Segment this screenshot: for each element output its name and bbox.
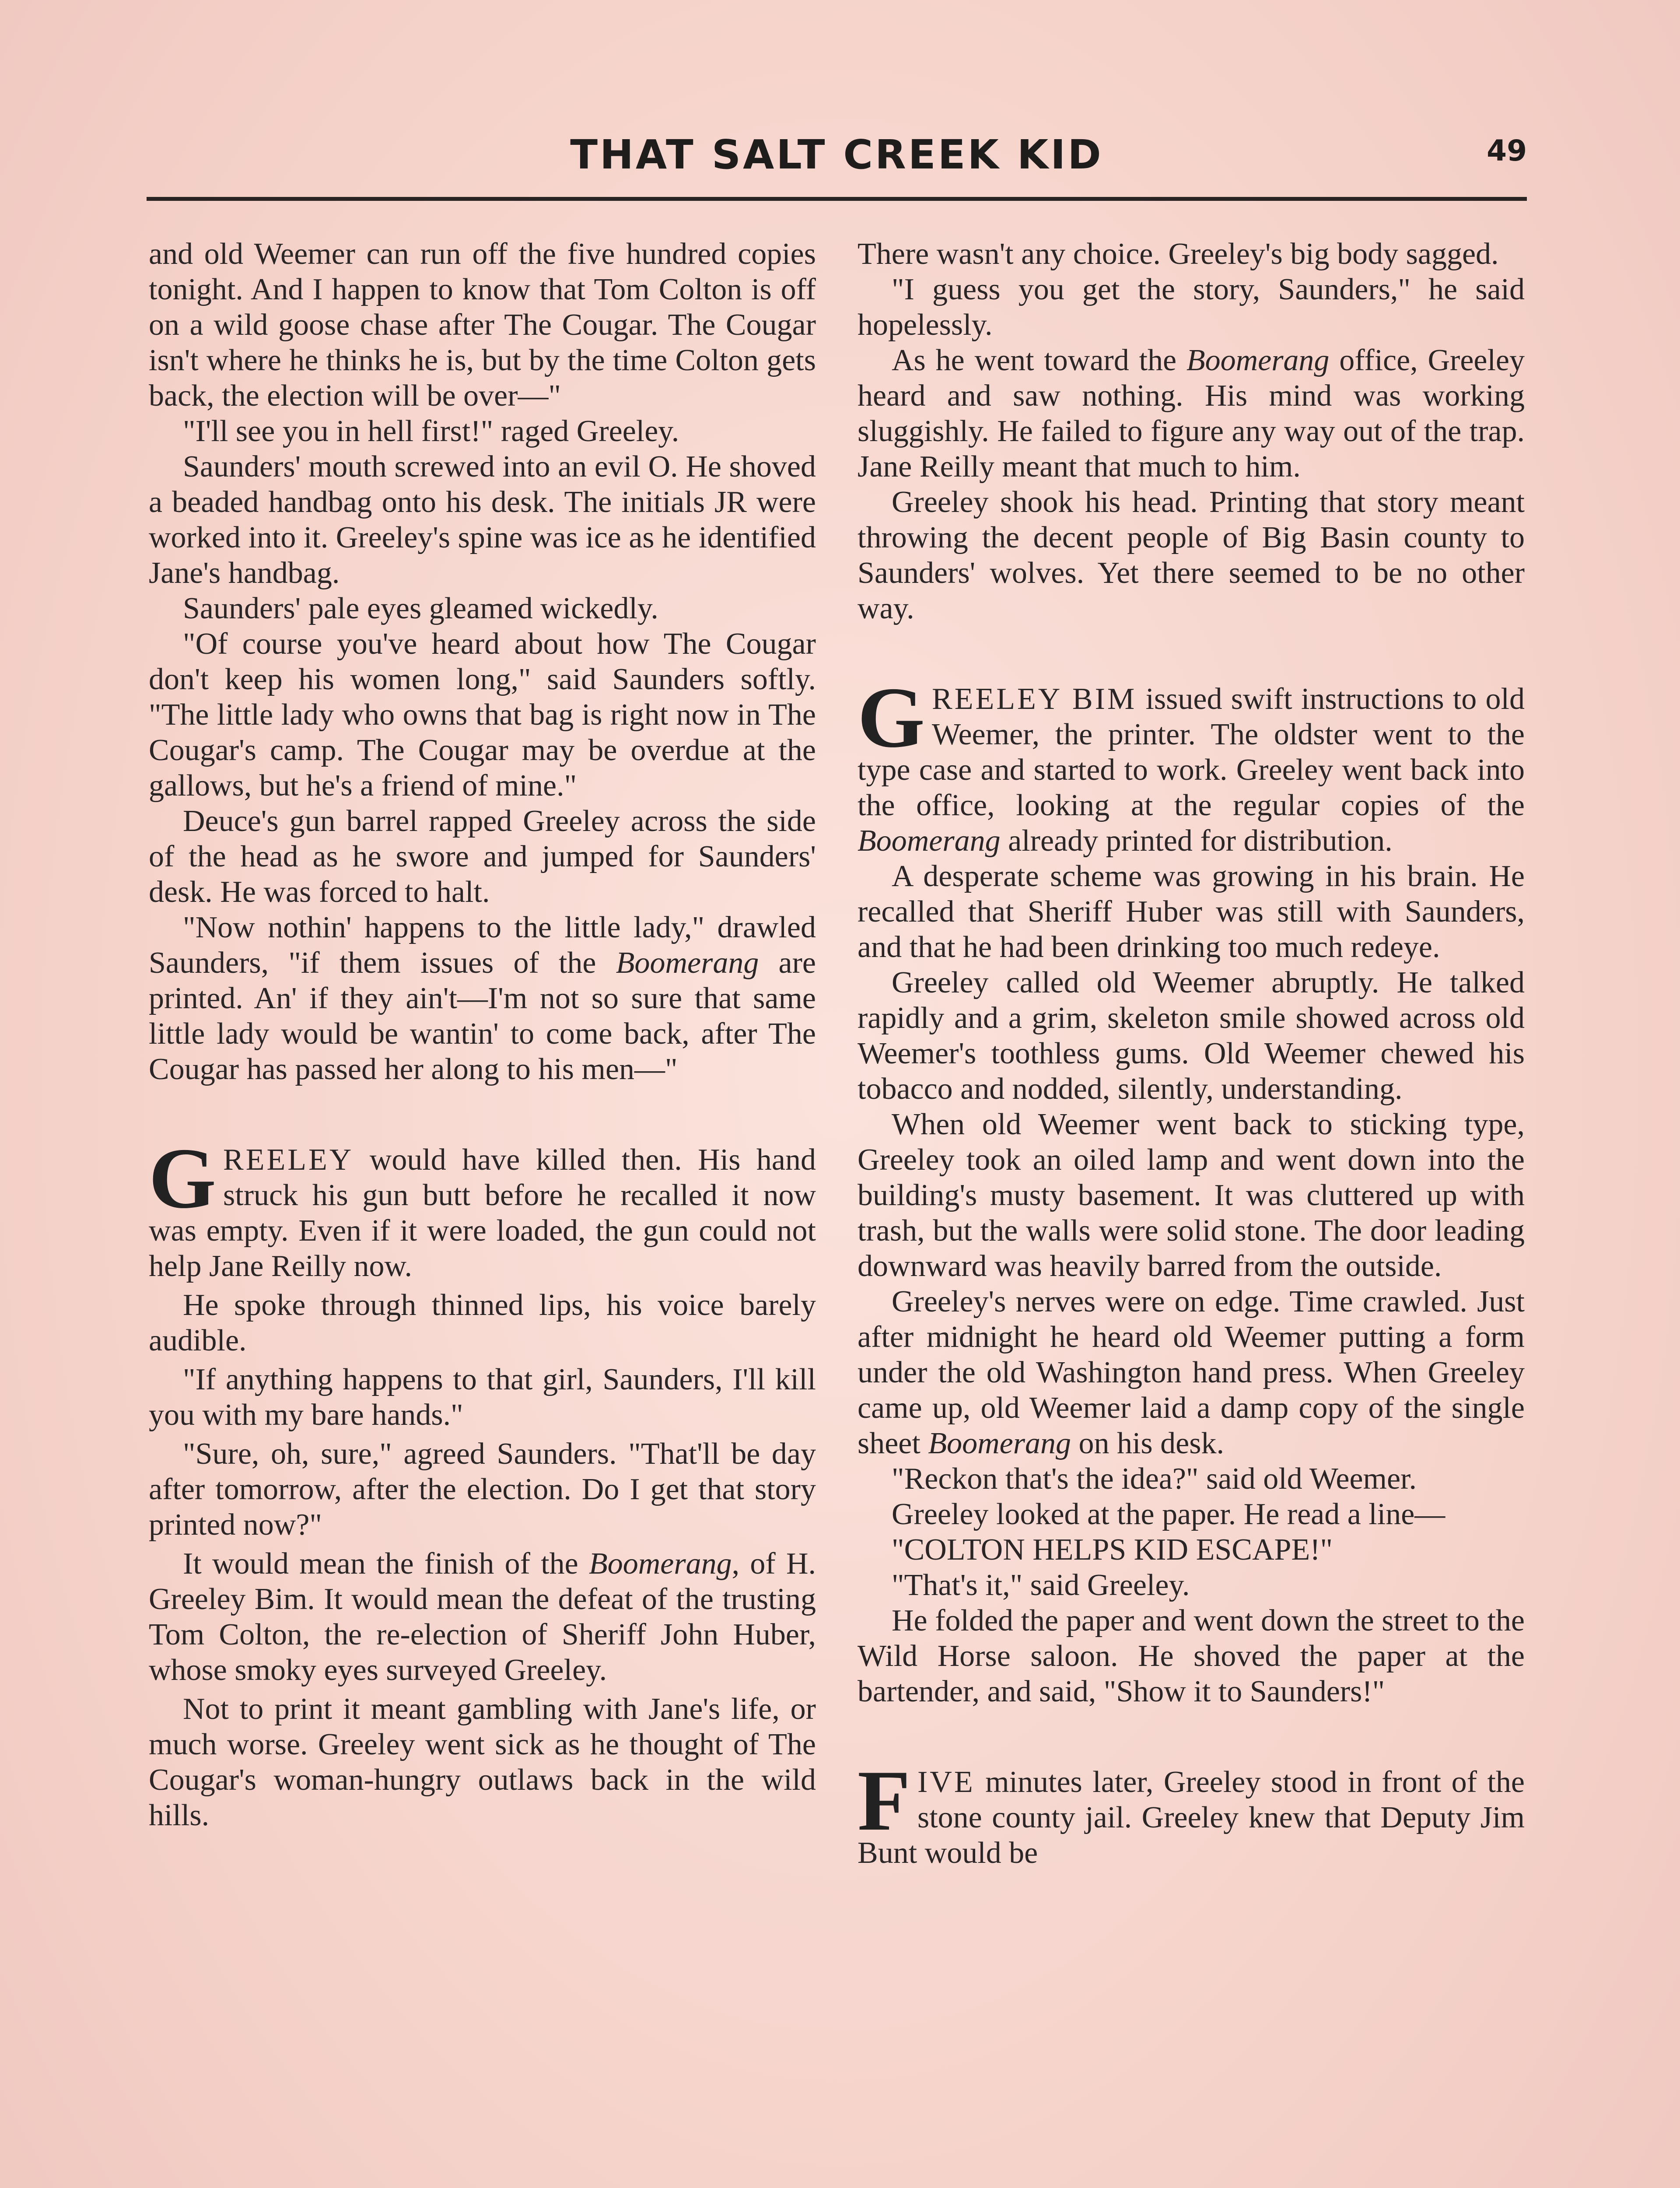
running-title: THAT SALT CREEK KID: [570, 131, 1103, 178]
right-column: [858, 236, 1525, 1871]
paragraph: "If anything happens to that girl, Saunders, I'll kill you with my bare hands.": [149, 1363, 816, 1432]
paragraph: "COLTON HELPS KID ESCAPE!": [892, 1533, 1333, 1567]
header-rule: [147, 197, 1527, 201]
drop-cap: G: [858, 670, 925, 765]
paragraph: Saunders' pale eyes gleamed wickedly.: [183, 592, 658, 625]
paragraph: "Reckon that's the idea?" said old Weemer.: [892, 1462, 1417, 1496]
paragraph: When old Weemer went back to sticking type, Greeley took an oiled lamp and went down into the building's musty basement. It was cluttered up with trash, but the walls were solid stone. The door leading downward was heavily barred from the outside.: [858, 1108, 1525, 1283]
paragraph: Saunders' mouth screwed into an evil O. He shoved a beaded handbag onto his desk. The initials JR were worked into it. Greeley's spine was ice as he identified Jane's handbag.: [149, 450, 816, 590]
drop-cap: F: [858, 1753, 910, 1848]
paragraph: Greeley shook his head. Printing that story meant throwing the decent people of Big Basin county to Saunders' wolves. Yet there seemed to be no other way.: [858, 485, 1525, 625]
section-paragraph: GREELEY would have killed then. His hand struck his gun butt before he recalled it now was empty. Even if it were loaded, the gun could not help Jane Reilly now.: [149, 1130, 816, 1283]
paragraph: There wasn't any choice. Greeley's big body sagged.: [858, 237, 1499, 271]
paragraph: "Sure, oh, sure," agreed Saunders. "That'll be day after tomorrow, after the election. Do I get that story printed now?": [149, 1437, 816, 1542]
paragraph: "Of course you've heard about how The Cougar don't keep his women long," said Saunders softly. "The little lady who owns that bag is right now in The Cougar's camp. The Cougar may be overdue at the gallows, but he's a friend of mine.": [149, 627, 816, 803]
paragraph: A desperate scheme was growing in his brain. He recalled that Sheriff Huber was still with Saunders, and that he had been drinking too much redeye.: [858, 859, 1525, 964]
paragraph: As he went toward the Boomerang office, Greeley heard and saw nothing. His mind was working sluggishly. He failed to figure any way out of the trap. Jane Reilly meant that much to him.: [858, 344, 1525, 484]
drop-cap: G: [149, 1130, 217, 1226]
paragraph: He folded the paper and went down the street to the Wild Horse saloon. He shoved the paper at the bartender, and said, "Show it to Saunders!": [858, 1604, 1525, 1708]
page-header: [147, 131, 1527, 179]
paragraph: He spoke through thinned lips, his voice barely audible.: [149, 1288, 816, 1357]
paragraph: "That's it," said Greeley.: [892, 1568, 1190, 1602]
section-paragraph: GREELEY BIM issued swift instructions to old Weemer, the printer. The oldster went to the type case and started to work. Greeley went back into the office, looking at the regular copies of the Boomerang already printed for distribution.: [858, 670, 1525, 858]
section-paragraph: FIVE minutes later, Greeley stood in front of the stone county jail. Greeley knew that Deputy Jim Bunt would be: [858, 1753, 1525, 1870]
paragraph: Greeley looked at the paper. He read a line—: [892, 1497, 1446, 1531]
paragraph: and old Weemer can run off the five hundred copies tonight. And I happen to know that Tom Colton is off on a wild goose chase after The Cougar. The Cougar isn't where he thinks he is, but by the time Colton gets back, the election will be over—": [149, 237, 816, 413]
paragraph: Deuce's gun barrel rapped Greeley across the side of the head as he swore and jumped for Saunders' desk. He was forced to halt.: [149, 804, 816, 909]
paragraph: Not to print it meant gambling with Jane's life, or much worse. Greeley went sick as he thought of The Cougar's woman-hungry outlaws back in the wild hills.: [149, 1692, 816, 1832]
paragraph: It would mean the finish of the Boomerang, of H. Greeley Bim. It would mean the defeat of the trusting Tom Colton, the re-election of Sheriff John Huber, whose smoky eyes surveyed Greeley.: [149, 1547, 816, 1687]
left-column: [149, 236, 816, 1833]
paragraph: "I'll see you in hell first!" raged Greeley.: [183, 414, 679, 448]
paragraph: "Now nothin' happens to the little lady," drawled Saunders, "if them issues of the Boomerang are printed. An' if they ain't—I'm not so sure that same little lady would be wantin' to come back, after The Cougar has passed her along to his men—": [149, 911, 816, 1086]
paragraph: "I guess you get the story, Saunders," he said hopelessly.: [858, 273, 1525, 342]
paragraph: Greeley called old Weemer abruptly. He talked rapidly and a grim, skeleton smile showed across old Weemer's toothless gums. Old Weemer chewed his tobacco and nodded, silently, understanding.: [858, 966, 1525, 1106]
paragraph: Greeley's nerves were on edge. Time crawled. Just after midnight he heard old Weemer putting a form under the old Washington hand press. When Greeley came up, old Weemer laid a damp copy of the single sheet Boomerang on his desk.: [858, 1285, 1525, 1460]
page-number: 49: [1487, 134, 1527, 168]
